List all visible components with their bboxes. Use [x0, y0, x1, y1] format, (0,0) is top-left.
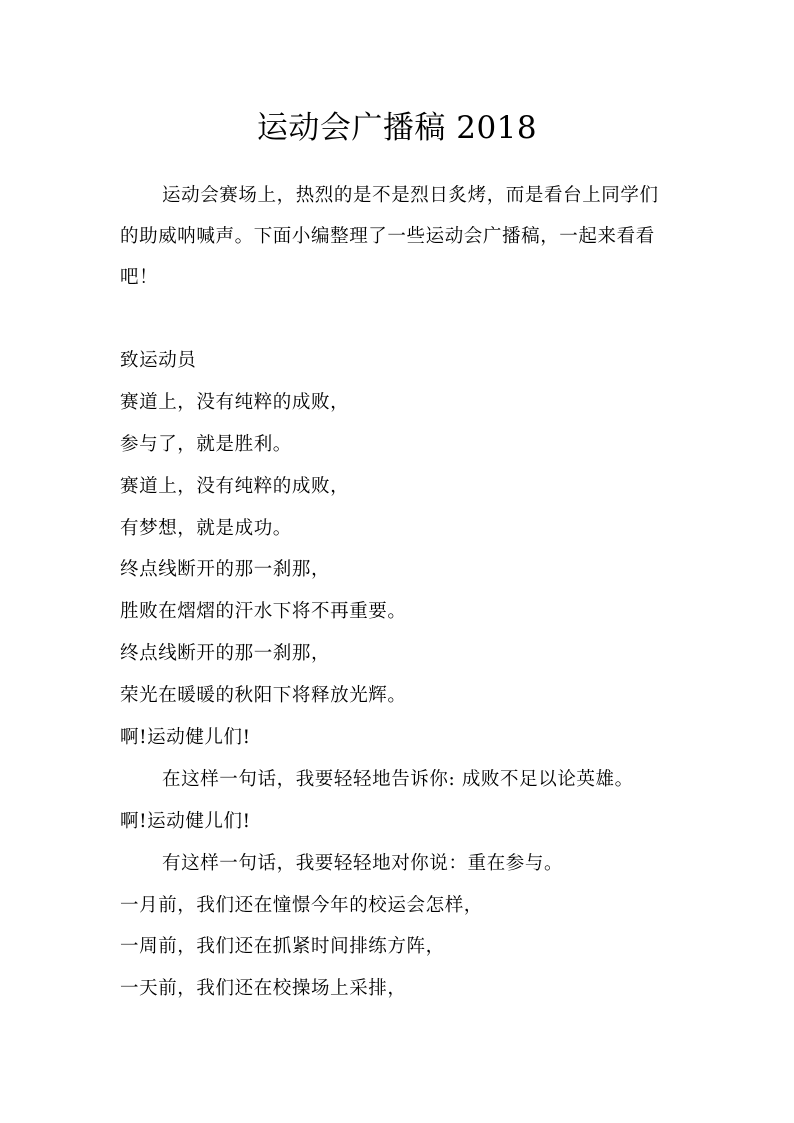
poem-line: 一月前，我们还在憧憬今年的校运会怎样，: [120, 894, 483, 916]
poem-line: 终点线断开的那一刹那，: [120, 643, 331, 665]
poem-line: 在这样一句话，我要轻轻地告诉你: 成败不足以论英雄。: [162, 768, 634, 790]
poem-line: 荣光在暖暖的秋阳下将释放光辉。: [120, 685, 407, 707]
poem-line: 有这样一句话，我要轻轻地对你说：重在参与。: [162, 852, 564, 874]
poem-line: 一天前，我们还在校操场上采排，: [120, 978, 407, 1000]
poem-line: 赛道上，没有纯粹的成败，: [120, 475, 350, 497]
document-title: 运动会广播稿 2018: [256, 110, 538, 146]
poem-line: 有梦想，就是成功。: [120, 517, 292, 539]
poem-line: 参与了，就是胜利。: [120, 433, 292, 455]
poem-line: 一周前，我们还在抓紧时间排练方阵，: [120, 936, 445, 958]
poem-line: 啊!运动健儿们!: [120, 810, 251, 832]
poem-line: 致运动员: [120, 350, 197, 371]
poem-line: 啊!运动健儿们!: [120, 727, 251, 749]
poem-line: 终点线断开的那一刹那，: [120, 559, 331, 581]
poem-body: [120, 340, 680, 1010]
intro-paragraph: 运动会赛场上，热烈的是不是烈日炙烤，而是看台上同学们的助威呐喊声。下面小编整理了一些运动会广播稿，一起来看看吧！: [120, 185, 659, 288]
poem-line: 赛道上，没有纯粹的成败，: [120, 391, 350, 413]
poem-line: 胜败在熠熠的汗水下将不再重要。: [120, 601, 407, 623]
